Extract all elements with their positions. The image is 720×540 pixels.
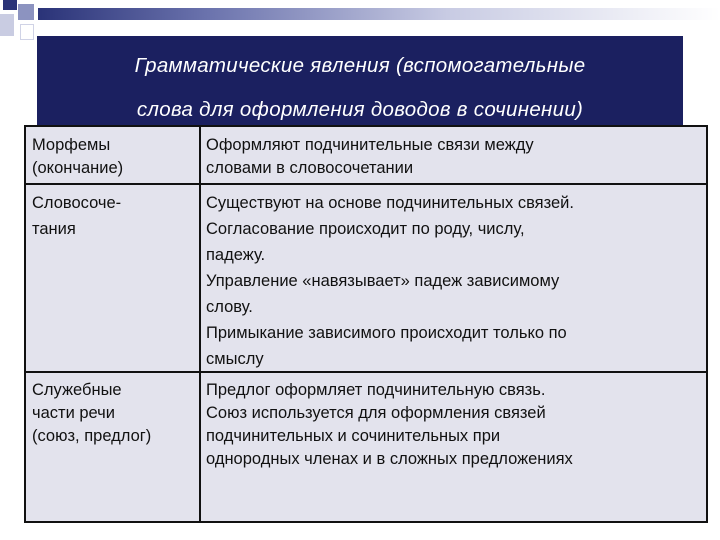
table-row-1-description: [206, 134, 706, 180]
term-line: Словосоче-: [32, 194, 122, 212]
description-line: Примыкание зависимого происходит только по: [206, 324, 567, 342]
term-line: части речи: [32, 404, 115, 422]
description-line: однородных членах и в сложных предложениях: [206, 450, 573, 468]
corner-square-light: [0, 14, 14, 36]
description-line: словами в словосочетании: [206, 159, 414, 177]
corner-square-dark: [3, 0, 17, 10]
table-row-3-term: [32, 379, 197, 448]
slide-title-line-1: Грамматические явления (вспомогательные: [134, 54, 586, 77]
term-line: Служебные: [32, 381, 122, 399]
corner-square-white: [20, 24, 34, 40]
description-line: слову.: [206, 298, 253, 316]
table-row-3-description: [206, 379, 706, 471]
slide-title-line-2: слова для оформления доводов в сочинении): [136, 98, 584, 121]
grammar-table: [24, 125, 708, 523]
description-line: Оформляют подчинительные связи между: [206, 136, 534, 154]
term-line: (окончание): [32, 159, 124, 177]
description-line: падежу.: [206, 246, 266, 264]
description-line: Существуют на основе подчинительных связей.: [206, 194, 574, 212]
header-gradient-strip: [38, 8, 720, 20]
description-line: смыслу: [206, 350, 264, 368]
description-line: Согласование происходит по роду, числу,: [206, 220, 525, 238]
column-divider: [199, 127, 201, 521]
slide-title-box: [37, 36, 683, 128]
description-line: Управление «навязывает» падеж зависимому: [206, 272, 560, 290]
row-divider: [26, 183, 706, 185]
term-line: (союз, предлог): [32, 427, 152, 445]
table-row-2-term: [32, 190, 197, 242]
description-line: Союз используется для оформления связей: [206, 404, 546, 422]
table-row-2-description: [206, 190, 706, 372]
corner-square-medium: [18, 4, 34, 20]
term-line: тания: [32, 220, 76, 238]
description-line: Предлог оформляет подчинительную связь.: [206, 381, 546, 399]
description-line: подчинительных и сочинительных при: [206, 427, 501, 445]
term-line: Морфемы: [32, 136, 111, 154]
table-row-1-term: [32, 134, 197, 180]
